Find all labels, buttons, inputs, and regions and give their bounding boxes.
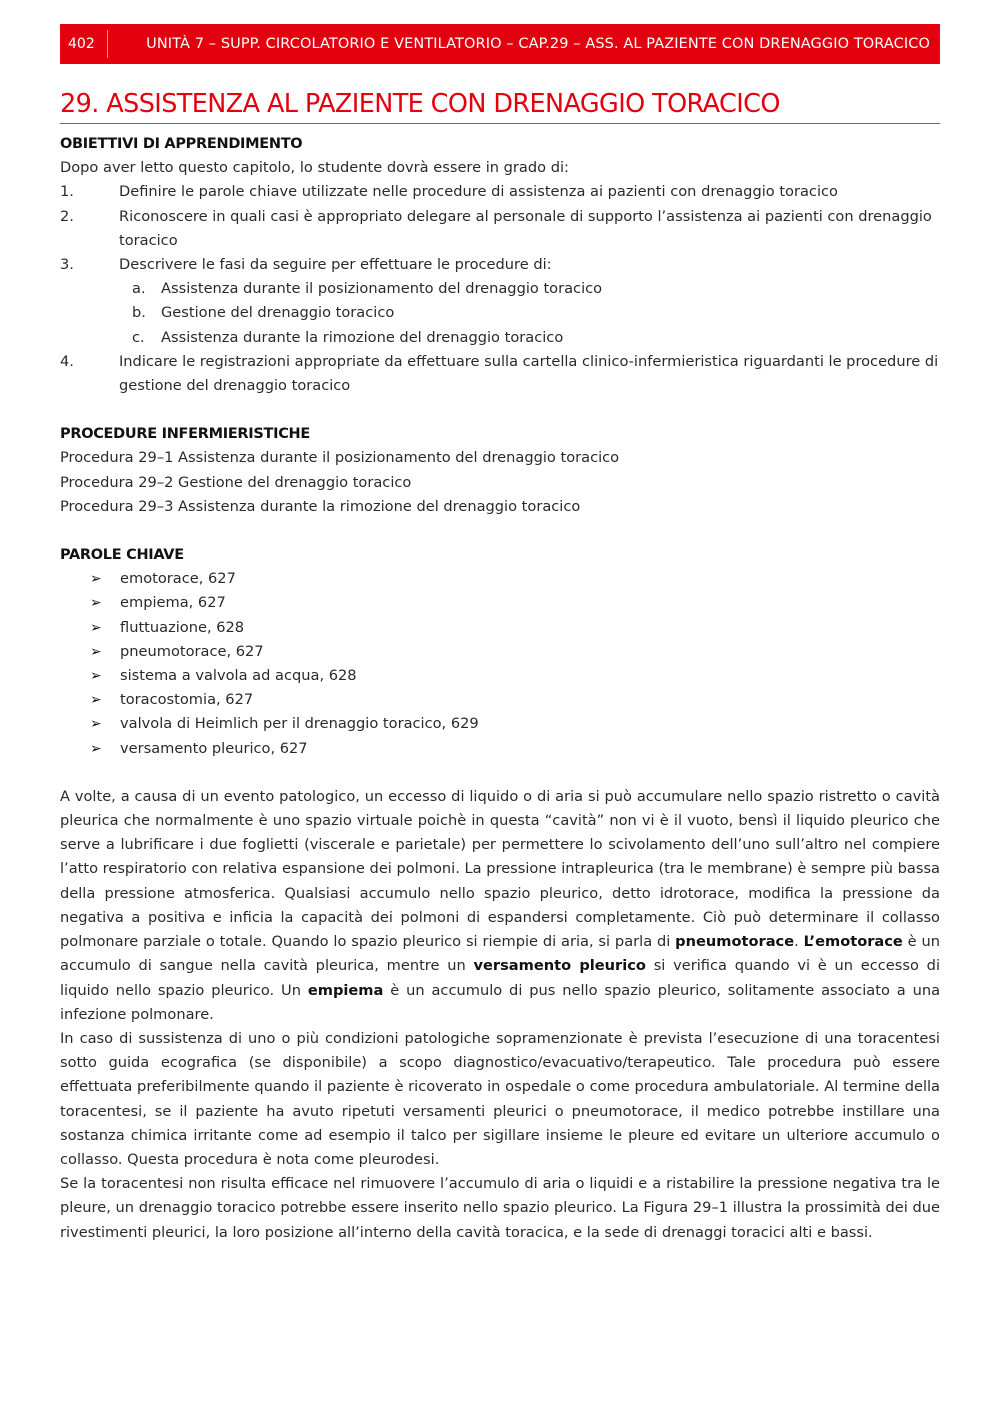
term-pneumotorace: pneumotorace: [675, 933, 795, 951]
section-spacer: [60, 761, 940, 785]
objective-subitem: [60, 326, 940, 350]
procedure-item: Procedura 29–1 Assistenza durante il posizionamento del drenaggio toracico: [60, 449, 620, 467]
objective-text: Riconoscere in quali casi è appropriato delegare al personale di supporto l’assistenza ai pazienti con drenaggio toracico: [119, 207, 932, 249]
keyword-text: valvola di Heimlich per il drenaggio toracico, 629: [120, 715, 479, 733]
keyword-item: [60, 616, 940, 640]
procedure-item: Procedura 29–2 Gestione del drenaggio toracico: [60, 473, 412, 491]
running-header-title: UNITÀ 7 – SUPP. CIRCOLATORIO E VENTILATORIO – CAP.29 – ASS. AL PAZIENTE CON DRENAGGIO TORACICO: [146, 36, 930, 52]
keyword-text: sistema a valvola ad acqua, 628: [120, 667, 357, 685]
arrowhead-bullet-icon: ➢: [90, 619, 102, 636]
keyword-text: versamento pleurico, 627: [120, 739, 308, 757]
objective-number: 3.: [60, 256, 74, 274]
objective-sublist: [60, 277, 940, 350]
objective-number: 1.: [60, 183, 74, 201]
keyword-text: pneumotorace, 627: [120, 642, 264, 660]
running-header: [60, 24, 940, 64]
objective-number: 4.: [60, 352, 74, 370]
objectives-list-continued: [60, 350, 940, 398]
subitem-letter: b.: [132, 304, 146, 322]
body-text: .: [794, 933, 804, 951]
subitem-letter: a.: [132, 280, 146, 298]
chapter-title: 29. ASSISTENZA AL PAZIENTE CON DRENAGGIO TORACICO: [60, 86, 940, 124]
subitem-letter: c.: [132, 328, 145, 346]
objective-text: Descrivere le fasi da seguire per effettuare le procedure di:: [119, 256, 552, 274]
objectives-list: [60, 180, 940, 277]
objective-text: Indicare le registrazioni appropriate da effettuare sulla cartella clinico-infermieristica riguardanti le procedure di gestione del drenaggio toracico: [119, 352, 939, 395]
body-text: è un accumulo di sangue nella cavità pleurica, mentre un: [60, 933, 940, 975]
keywords-list: [60, 567, 940, 761]
term-empiema: empiema: [307, 981, 384, 999]
section-spacer: [60, 519, 940, 543]
arrowhead-bullet-icon: ➢: [90, 643, 102, 660]
objective-item: [60, 180, 940, 204]
keywords-heading: PAROLE CHIAVE: [60, 547, 184, 564]
procedure-item: Procedura 29–3 Assistenza durante la rimozione del drenaggio toracico: [60, 497, 581, 515]
objective-item: [60, 253, 940, 277]
arrowhead-bullet-icon: ➢: [90, 571, 102, 588]
objective-item: [60, 205, 940, 253]
keyword-item: [60, 567, 940, 591]
keyword-text: empiema, 627: [120, 594, 226, 612]
arrowhead-bullet-icon: ➢: [90, 740, 102, 757]
keyword-item: [60, 591, 940, 615]
section-spacer: [60, 398, 940, 422]
body-paragraph-2: In caso di sussistenza di uno o più condizioni patologiche sopramenzionate è prevista l’esecuzione di una toracentesi sotto guida ecografica (se disponibile) a scopo diagnostico/evacuativo/terapeutico. Tale procedura può essere effettuata preferibilmente quando il paziente è ricoverato in ospedale o come procedura ambulatoriale. Al termine della toracentesi, se il paziente ha avuto ripetuti versamenti pleurici o pneumotorace, il medico potrebbe instillare una sostanza chimica irritante come ad esempio il talco per sigillare insieme le pleure ed evitare un ulteriore accumulo o collasso. Questa procedura è nota come pleurodesi.: [60, 1029, 940, 1168]
body-text: A volte, a causa di un evento patologico, un eccesso di liquido o di aria si può accumulare nello spazio ristretto o cavità pleurica che normalmente è uno spazio virtuale poichè in questa “cavità” non vi è il vuoto, bensì il liquido pleurico che serve a lubrificare i due foglietti (viscerale e parietale) per permettere lo scivolamento dell’uno sull’altro nel compiere l’atto respiratorio con relativa espansione dei polmoni. La pressione intrapleurica (tra le membrane) è sempre più bassa della pressione atmosferica. Qualsiasi accumulo nello spazio pleurico, detto idrotorace, modifica la pressione da negativa a positiva e inficia la capacità dei polmoni di espandersi completamente. Ciò può determinare il collasso polmonare parziale o totale. Quando lo spazio pleurico si riempie di aria, si parla di: [60, 787, 940, 951]
subitem-text: Assistenza durante il posizionamento del drenaggio toracico: [161, 280, 603, 298]
term-emotorace: L’emotorace: [803, 933, 903, 951]
objective-number: 2.: [60, 207, 74, 225]
page-number: 402: [68, 36, 95, 52]
body-text: è un accumulo di pus nello spazio pleurico, solitamente associato a una infezione polmonare.: [60, 981, 941, 1023]
keyword-text: fluttuazione, 628: [120, 618, 245, 636]
body-paragraph-1: [60, 785, 940, 1027]
term-versamento-pleurico: versamento pleurico: [473, 957, 646, 975]
subitem-text: Gestione del drenaggio toracico: [161, 304, 395, 322]
arrowhead-bullet-icon: ➢: [90, 716, 102, 733]
arrowhead-bullet-icon: ➢: [90, 595, 102, 612]
objectives-heading: OBIETTIVI DI APPRENDIMENTO: [60, 136, 303, 152]
objective-subitem: [60, 277, 940, 301]
procedures-heading: PROCEDURE INFERMIERISTICHE: [60, 426, 311, 443]
subitem-text: Assistenza durante la rimozione del drenaggio toracico: [161, 328, 564, 346]
keyword-item: [60, 688, 940, 712]
keyword-item: [60, 664, 940, 688]
header-divider: [107, 30, 108, 58]
body-paragraph-3: Se la toracentesi non risulta efficace nel rimuovere l’accumulo di aria o liquidi e a ristabilire la pressione negativa tra le pleure, un drenaggio toracico potrebbe essere inserito nello spazio pleurico. La Figura 29–1 illustra la prossimità dei due rivestimenti pleurici, la loro posizione all’interno della cavità toracica, e la sede di drenaggi toracici alti e bassi.: [60, 1175, 940, 1241]
objective-item: [60, 350, 940, 398]
keyword-item: [60, 712, 940, 736]
body-text: si verifica quando vi è un eccesso di liquido nello spazio pleurico. Un: [60, 957, 940, 999]
keyword-item: [60, 737, 940, 761]
keyword-text: toracostomia, 627: [120, 691, 254, 709]
keyword-item: [60, 640, 940, 664]
page-content: [60, 132, 940, 1245]
objectives-intro: Dopo aver letto questo capitolo, lo studente dovrà essere in grado di:: [60, 159, 569, 177]
arrowhead-bullet-icon: ➢: [90, 668, 102, 685]
keyword-text: emotorace, 627: [120, 570, 236, 588]
objective-subitem: [60, 301, 940, 325]
objective-text: Definire le parole chiave utilizzate nelle procedure di assistenza ai pazienti con drenaggio toracico: [119, 183, 838, 201]
arrowhead-bullet-icon: ➢: [90, 692, 102, 709]
